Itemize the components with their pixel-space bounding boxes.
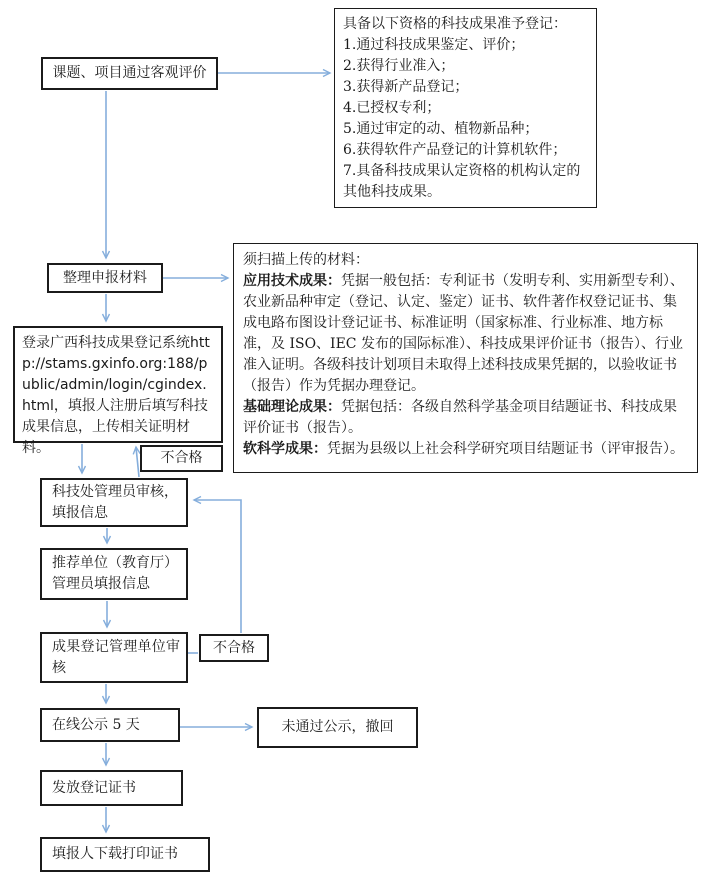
eligibility-item: 7.具备科技成果认定资格的机构认定的其他科技成果。: [343, 163, 581, 200]
login-system-box: [13, 326, 223, 456]
login-system-url: http://stams.gxinfo.org:188/public/admin/login/cgindex.html: [22, 335, 210, 414]
materials-heading: 须扫描上传的材料：: [243, 252, 369, 268]
issue-certificate-box: 发放登记证书: [40, 770, 183, 806]
eligibility-item: 2.获得行业准入；: [343, 58, 455, 74]
dept-admin-review-box: 科技处管理员审核，填报信息: [40, 478, 188, 527]
materials-section-applied-label: 应用技术成果：: [243, 273, 341, 289]
download-print-box: 填报人下载打印证书: [40, 837, 210, 872]
eligibility-item: 6.获得软件产品登记的计算机软件；: [343, 142, 567, 158]
materials-section-soft-label: 软科学成果：: [243, 441, 327, 457]
eligibility-item: 4.已授权专利；: [343, 100, 441, 116]
reject-label-right: 不合格: [199, 634, 269, 662]
reject-label-top: 不合格: [140, 445, 223, 472]
materials-section-basic-label: 基础理论成果：: [243, 399, 341, 415]
registry-unit-review-box: 成果登记管理单位审核: [40, 632, 188, 683]
upload-materials-note-box: [233, 243, 698, 473]
eligibility-item: 3.获得新产品登记；: [343, 79, 469, 95]
online-publicity-box: 在线公示 5 天: [40, 708, 180, 742]
eligibility-note-box: [334, 8, 597, 208]
start-box: 课题、项目通过客观评价: [41, 57, 218, 90]
eligibility-heading: 具备以下资格的科技成果准予登记：: [343, 16, 567, 32]
prepare-materials-box: 整理申报材料: [47, 263, 163, 293]
materials-section-applied-text: 凭据一般包括：专利证书（发明专利、实用新型专利）、农业新品种审定（登记、认定、鉴定）证书、软件著作权登记证书、集成电路布图设计登记证书、标准证明（国家标准、行业标准、地方标准，及 ISO、IEC 发布的国际标准）、科技成果评价证书（报告）、行业准入证明。各级科技计划项目未取得上述科技成果凭据的，以验收证书（报告）作为凭据办理登记。: [243, 273, 684, 394]
arrow-reject-back-to-login: [136, 447, 139, 477]
materials-section-soft-text: 凭据为县级以上社会科学研究项目结题证书（评审报告）。: [327, 441, 684, 457]
materials-section-soft: [243, 439, 688, 460]
materials-section-basic-text: 凭据包括：各级自然科学基金项目结题证书、科技成果评价证书（报告）。: [243, 399, 677, 436]
materials-section-basic: [243, 397, 688, 439]
eligibility-item: 5.通过审定的动、植物新品种；: [343, 121, 539, 137]
login-intro-text: 登录广西科技成果登记系统: [22, 335, 190, 351]
login-rest-text: ，填报人注册后填写科技成果信息，上传相关证明材料。: [22, 398, 208, 456]
withdraw-box: 未通过公示，撤回: [257, 707, 418, 748]
materials-section-applied: [243, 271, 688, 397]
eligibility-item: 1.通过科技成果鉴定、评价；: [343, 37, 525, 53]
arrow-reject-back-to-dept: [194, 500, 241, 633]
recommender-unit-box: 推荐单位（教育厅）管理员填报信息: [40, 548, 188, 600]
